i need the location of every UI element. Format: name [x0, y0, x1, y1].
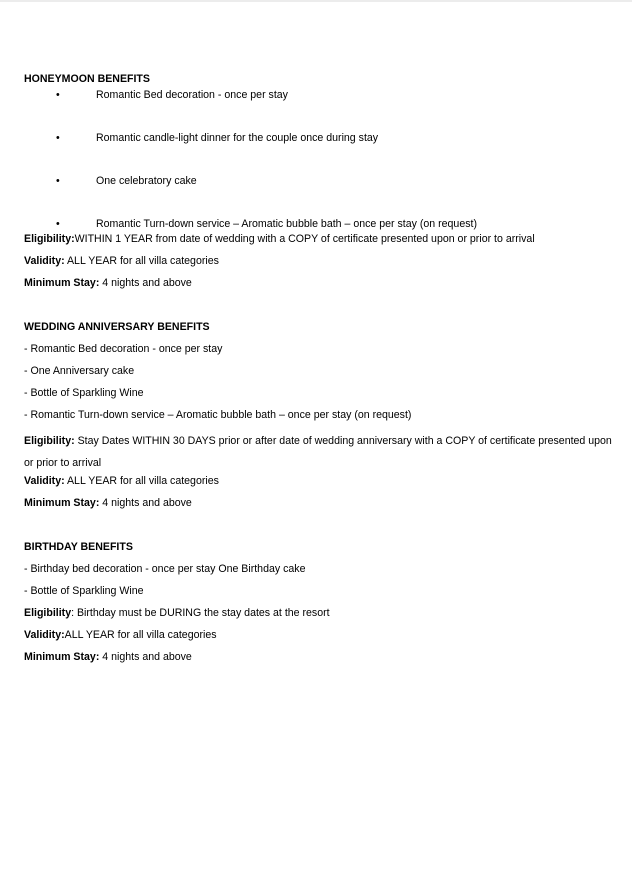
bullet-icon: •	[56, 218, 60, 230]
list-item-text: Romantic candle-light dinner for the couple once during stay	[96, 132, 379, 144]
honeymoon-title: HONEYMOON BENEFITS	[24, 73, 150, 85]
birthday-title-text: BIRTHDAY BENEFITS	[24, 541, 133, 553]
min-stay-value: 4 nights and above	[99, 497, 192, 509]
list-item: - Birthday bed decoration - once per stay One Birthday cake	[24, 563, 306, 575]
eligibility-label: Eligibility:	[24, 435, 75, 447]
anniversary-title	[24, 320, 614, 342]
list-item-text: Romantic Bed decoration - once per stay	[96, 89, 288, 101]
list-item	[24, 174, 614, 188]
list-item-text: Romantic Turn-down service – Aromatic bubble bath – once per stay (on request)	[96, 218, 477, 230]
validity-label: Validity:	[24, 629, 65, 641]
honeymoon-section	[24, 72, 614, 298]
birthday-min-stay	[24, 650, 614, 672]
bullet-icon: •	[56, 89, 60, 101]
min-stay-label: Minimum Stay:	[24, 497, 100, 509]
anniversary-title-text: WEDDING ANNIVERSARY BENEFITS	[24, 321, 210, 333]
bullet-icon: •	[56, 175, 60, 187]
anniversary-validity	[24, 474, 614, 496]
birthday-validity	[24, 628, 614, 650]
min-stay-label: Minimum Stay:	[24, 651, 100, 663]
min-stay-label: Minimum Stay:	[24, 277, 100, 289]
anniversary-min-stay	[24, 496, 614, 518]
anniversary-section	[24, 320, 614, 518]
eligibility-label: Eligibility	[24, 607, 72, 619]
eligibility-value: WITHIN 1 YEAR from date of wedding with a COPY of certificate presented upon or prior to arrival	[74, 233, 535, 245]
birthday-section	[24, 540, 614, 672]
list-item	[24, 217, 614, 231]
validity-value: ALL YEAR for all villa categories	[64, 255, 219, 267]
validity-value: ALL YEAR for all villa categories	[64, 475, 219, 487]
birthday-eligibility	[24, 606, 614, 628]
honeymoon-min-stay	[24, 276, 614, 298]
list-item: - Romantic Bed decoration - once per stay	[24, 343, 223, 355]
list-item	[24, 88, 614, 102]
top-divider	[0, 0, 632, 2]
min-stay-value: 4 nights and above	[99, 651, 192, 663]
document-page	[24, 72, 614, 672]
eligibility-value: : Birthday must be DURING the stay dates at the resort	[71, 607, 330, 619]
honeymoon-validity	[24, 254, 614, 276]
eligibility-value: Stay Dates WITHIN 30 DAYS prior or after date of wedding anniversary with a COPY of certificate presented upon or prior to arrival	[24, 435, 612, 469]
birthday-title	[24, 540, 614, 562]
list-item-text: One celebratory cake	[96, 175, 197, 187]
eligibility-label: Eligibility:	[24, 233, 75, 245]
list-item: - Romantic Turn-down service – Aromatic bubble bath – once per stay (on request)	[24, 409, 412, 421]
validity-value: ALL YEAR for all villa categories	[64, 629, 217, 641]
honeymoon-eligibility	[24, 232, 614, 254]
list-item: - One Anniversary cake	[24, 365, 135, 377]
min-stay-value: 4 nights and above	[99, 277, 192, 289]
validity-label: Validity:	[24, 475, 65, 487]
bullet-icon: •	[56, 132, 60, 144]
validity-label: Validity:	[24, 255, 65, 267]
anniversary-eligibility	[24, 430, 614, 474]
list-item: - Bottle of Sparkling Wine	[24, 585, 144, 597]
list-item	[24, 131, 614, 145]
list-item: - Bottle of Sparkling Wine	[24, 387, 144, 399]
